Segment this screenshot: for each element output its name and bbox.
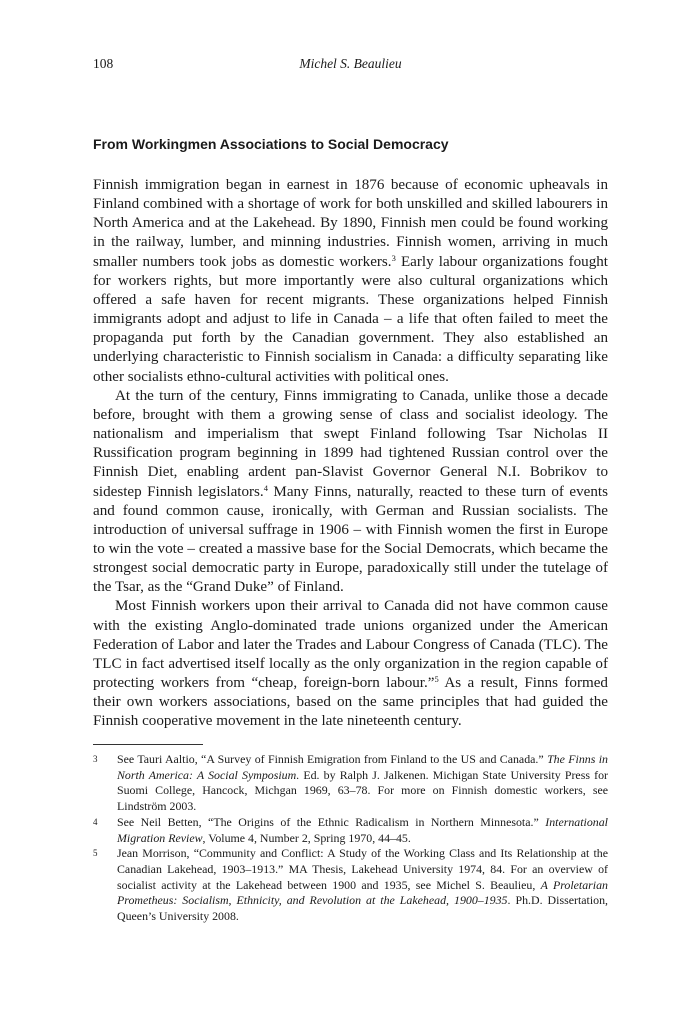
- paragraph-text: At the turn of the century, Finns immigrating to Canada, unlike those a decade before, brought with them a growing sense of class and socialist ideology. The nationalism and imperialism that swept Finland following Tsar Nicholas II Russification program beginning in 1899 had tightened Russian control over the Finnish Diet, enabling ardent pan-Slavist Governor General N.I. Bobrikov to sidestep Finnish legislators.: [93, 387, 608, 500]
- paragraph-text: Early labour organizations fought for workers rights, but more importantly were also cultural organizations which offered a safe haven for recent migrants. These organizations helped Finnish immigrants adopt and adjust to life in Canada – a life that often failed to meet the propaganda put forth by the Canadian government. They also established an underlying characteristic to Finnish socialism in Canada: a difficulty separating like other socialists ethno-cultural activities with political ones.: [93, 253, 608, 385]
- footnotes: [93, 752, 608, 925]
- footnote-ref[interactable]: 5: [434, 674, 439, 685]
- paragraph-text: Finnish immigration began in earnest in 1876 because of economic upheavals in Finland combined with a shortage of work for both unskilled and skilled labourers in North America and at the Lakehead. By 1890, Finnish men could be found working in the railway, lumber, and minning industries. Finnish women, arriving in much smaller numbers took jobs as domestic workers.: [93, 177, 608, 270]
- footnote-text: , Volume 4, Number 2, Spring 1970, 44–45.: [202, 830, 411, 845]
- footnote-text: See Tauri Aaltio, “A Survey of Finnish Emigration from Finland to the US and Canada.”: [117, 752, 548, 766]
- footnote-number: 3: [93, 754, 98, 764]
- footnote-title: The Finns in North America: A Social Symposium: [117, 752, 608, 782]
- footnote-number: 5: [93, 848, 98, 859]
- footnote-text: . Ed. by Ralph J. Jalkenen. Michigan State University Press for Suomi College, Hancock, Michgan 1969, 63–78. For more on Finnish domestic workers, see Lindström 2003.: [117, 767, 608, 814]
- footnote-number: 4: [93, 816, 98, 827]
- running-head: Michel S. Beaulieu: [299, 56, 402, 71]
- footnote-title: A Proletarian Prometheus: Socialism, Ethnicity, and Revolution at the Lakehead, 1900–1935: [117, 877, 609, 908]
- paragraph: [93, 387, 608, 598]
- footnote-ref[interactable]: 4: [263, 482, 268, 493]
- footnote-text: Jean Morrison, “Community and Conflict: A Study of the Working Class and Its Relationship at the Canadian Lakehead, 1903–1913.” MA Thesis, Lakehead University 1974, 84. For an overview of socialist activity at the Lakehead between 1900 and 1935, see Michel S. Beaulieu,: [117, 846, 608, 892]
- body-text: [93, 176, 608, 732]
- footnote: [93, 846, 608, 925]
- page-header: [93, 56, 608, 76]
- footnote: [93, 815, 608, 846]
- paragraph-text: Most Finnish workers upon their arrival to Canada did not have common cause with the existing Anglo-dominated trade unions organized under the American Federation of Labor and later the Trades and Labour Congress of Canada (TLC). The TLC in fact advertised itself locally as the only organization in the region capable of protecting workers from “cheap, foreign-born labour.”: [93, 598, 608, 692]
- footnote-ref[interactable]: 3: [391, 252, 396, 263]
- footnote-divider: [93, 744, 203, 745]
- footnote-text: See Neil Betten, “The Origins of the Ethnic Radicalism in Northern Minnesota.”: [117, 814, 546, 829]
- footnote: [93, 752, 608, 815]
- paragraph-text: As a result, Finns formed their own workers associations, based on the same principles that had guided the Finnish cooperative movement in the late nineteenth century.: [93, 675, 608, 730]
- page-number: 108: [93, 56, 114, 71]
- section-heading: From Workingmen Associations to Social Democracy: [93, 136, 449, 152]
- paragraph-text: Many Finns, naturally, reacted to these turn of events and found common cause, ironically, with German and Russian socialists. The introduction of universal suffrage in 1906 – with Finnish women the first in Europe to win the vote – created a massive base for the Social Democrats, which became the strongest social democratic party in Europe, paradoxically still under the tutelage of the Tsar, as the “Grand Duke” of Finland.: [93, 483, 608, 596]
- paragraph: [93, 597, 608, 731]
- footnote-text: . Ph.D. Dissertation, Queen’s University 2008.: [117, 893, 608, 924]
- paragraph: [93, 176, 608, 387]
- footnote-title: International Migration Review: [117, 814, 608, 845]
